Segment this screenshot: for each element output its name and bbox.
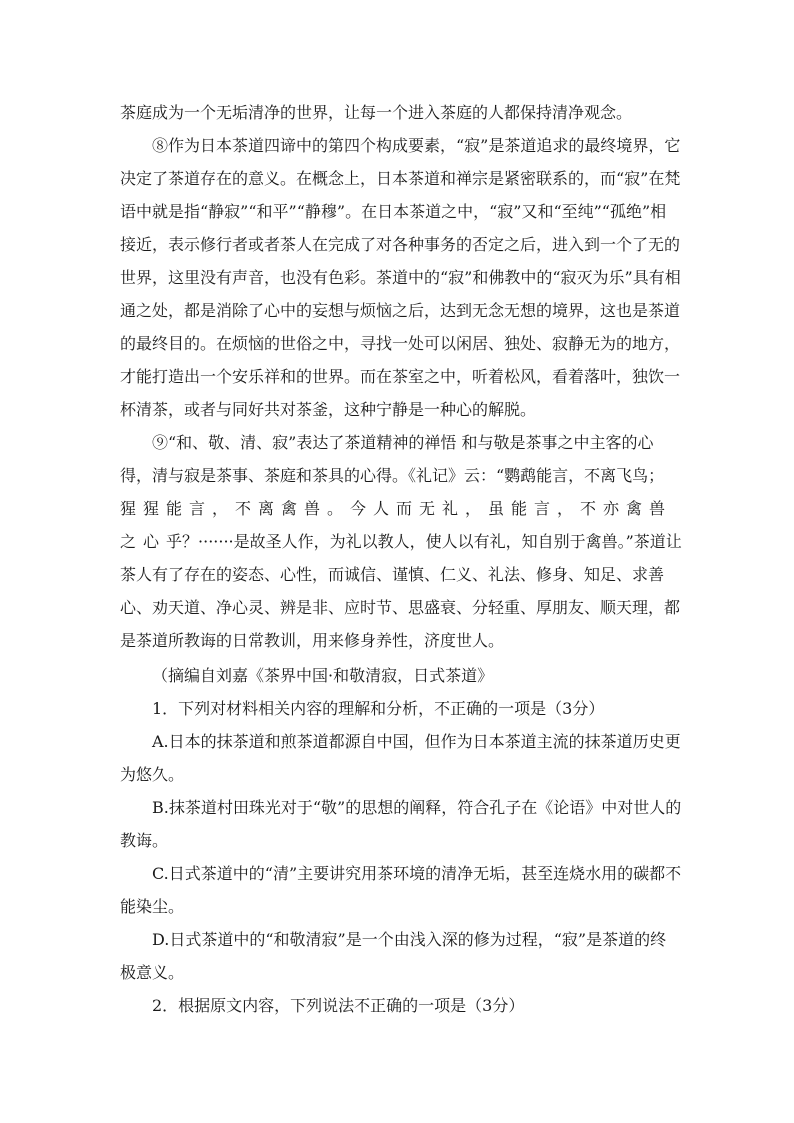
paragraph-continued: 茶庭成为一个无垢清净的世界，让每一个进入茶庭的人都保持清净观念。 xyxy=(120,103,633,122)
question-2: 2．根据原文内容，下列说法不正确的一项是（3分） xyxy=(152,996,525,1015)
paragraph-9-part-c: 乎？·······是故圣人作，为礼以教人，使人以有礼，知自别于禽兽。”茶道让茶人有了存在的姿态、心性，而诚信、谨慎、仁义、礼法、修身、知足、求善心、劝天道、净心灵、辨是非、应时节、思盛衰、分轻重、厚朋友、顺天理，都是茶道所教诲的日常教训，用来修身养性，济度世人。 xyxy=(120,532,682,650)
paragraph-8: ⑧作为日本茶道四谛中的第四个构成要素，“寂”是茶道追求的最终境界，它决定了茶道存在的意义。在概念上，日本茶道和禅宗是紧密联系的，而“寂”在梵语中就是指“静寂”“和平”“静穆”。在日本茶道之中，“寂”又和“至纯”“孤绝”相接近，表示修行者或者茶人在完成了对各种事务的否定之后，进入到一个了无的世界，这里没有声音，也没有色彩。茶道中的“寂”和佛教中的“寂灭为乐”具有相通之处，都是消除了心中的妄想与烦恼之后，达到无念无想的境界，这也是茶道的最终目的。在烦恼的世俗之中，寻找一处可以闲居、独处、寂静无为的地方，才能打造出一个安乐祥和的世界。而在茶室之中，听着松风，看着落叶，独饮一杯清茶，或者与同好共对茶釜，这种宁静是一种心的解脱。 xyxy=(120,136,681,419)
question-1-option-d: D.日式茶道中的“和敬清寂”是一个由浅入深的修为过程，“寂”是茶道的终极意义。 xyxy=(120,930,667,982)
paragraph-9 xyxy=(120,426,682,657)
paragraph-9-part-b: 猩猩能言，不离禽兽。今人而无礼，虽能言，不亦禽兽之心 xyxy=(120,499,673,551)
question-1: 1．下列对材料相关内容的理解和分析，不正确的一项是（3分） xyxy=(152,699,605,718)
source-citation: （摘编自刘嘉《茶界中国·和敬清寂，日式茶道》 xyxy=(152,666,494,685)
question-1-option-a: A.日本的抹茶道和煎茶道都源自中国，但作为日本茶道主流的抹茶道历史更为悠久。 xyxy=(120,732,681,784)
paragraph-9-part-a: ⑨“和、敬、清、寂”表达了茶道精神的禅悟 和与敬是茶事之中主客的心得，清与寂是茶事、茶庭和茶具的心得。《礼记》云：“鹦鹉能言，不离飞鸟； xyxy=(120,433,665,485)
question-1-option-b: B.抹茶道村田珠光对于“敬”的思想的阐释，符合孔子在《论语》中对世人的教诲。 xyxy=(120,798,682,850)
question-1-option-c: C.日式茶道中的“清”主要讲究用茶环境的清净无垢，甚至连烧水用的碳都不能染尘。 xyxy=(120,864,682,916)
